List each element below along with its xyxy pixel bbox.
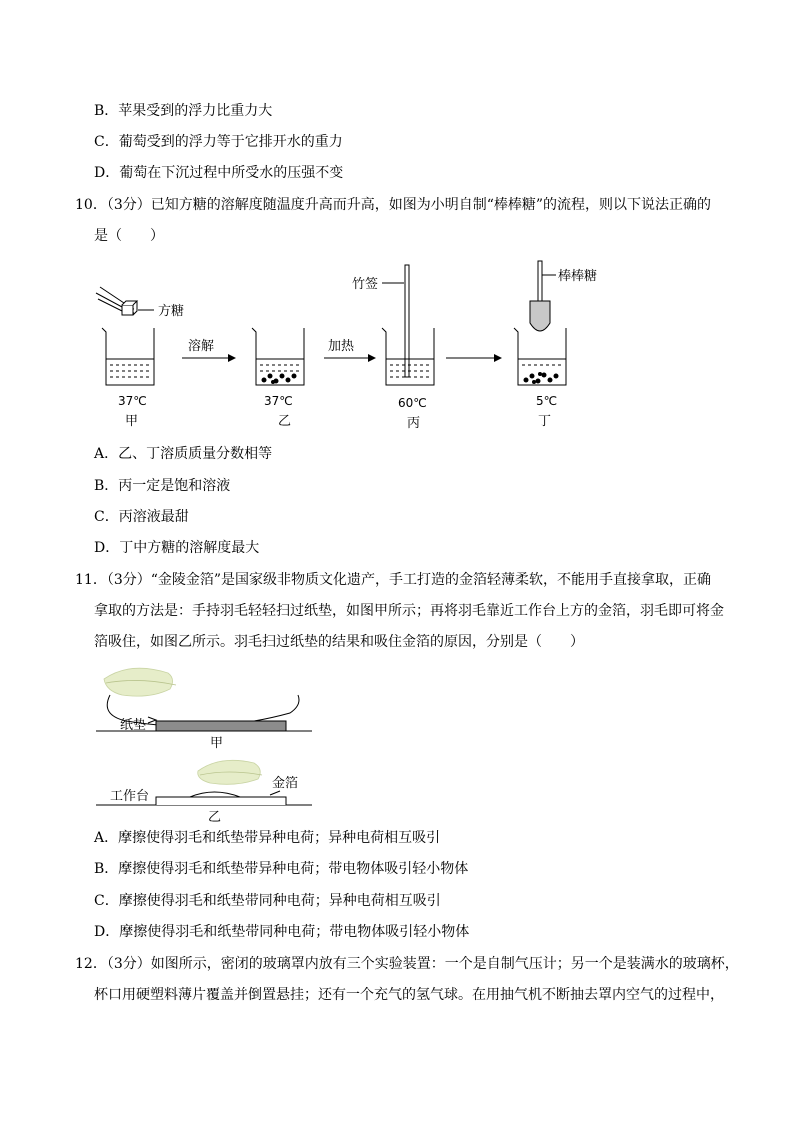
sugar-cube-icon	[122, 301, 137, 315]
q10-option-c: C．丙溶液最甜	[94, 509, 189, 525]
sugar-particles-yi	[262, 374, 297, 385]
label-workbench: 工作台	[110, 789, 150, 804]
temp-bing: 60℃	[398, 396, 427, 410]
label-bamboo: 竹签	[352, 277, 379, 292]
beaker-jia	[102, 328, 154, 385]
label-gold-foil: 金箔	[272, 776, 299, 791]
gold-foil	[190, 792, 240, 797]
q11-option-a: A．摩擦使得羽毛和纸垫带异种电荷；异种电荷相互吸引	[94, 830, 441, 846]
paper-pad	[156, 721, 286, 731]
label-dissolve: 溶解	[188, 339, 215, 354]
bamboo-stick	[405, 265, 409, 377]
temp-jia: 37℃	[118, 394, 147, 408]
q11-stem-line2: 拿取的方法是：手持羽毛轻轻扫过纸垫，如图甲所示；再将羽毛靠近工作台上方的金箔，羽毛即可将金	[94, 603, 724, 619]
q12-stem-line1: 12．（3分）如图所示，密闭的玻璃罩内放有三个实验装置：一个是自制气压计；另一个是装满水的玻璃杯，	[75, 956, 739, 972]
name-yi: 乙	[278, 414, 292, 429]
q10-stem-line2: 是（ ）	[94, 228, 164, 244]
lollipop-candy	[530, 301, 550, 331]
label-lollipop: 棒棒糖	[558, 269, 598, 284]
q11-option-d: D．摩擦使得羽毛和纸垫带同种电荷；带电物体吸引轻小物体	[94, 924, 470, 940]
label-yi: 乙	[208, 810, 222, 825]
sugar-particles-ding	[524, 372, 559, 384]
lollipop-stick	[538, 261, 542, 301]
q10-option-b: B．丙一定是饱和溶液	[94, 478, 231, 494]
q9-option-c: C．葡萄受到的浮力等于它排开水的重力	[94, 134, 343, 150]
label-jia: 甲	[210, 736, 224, 751]
q12-stem-line2: 杯口用硬塑料薄片覆盖并倒置悬挂；还有一个充气的氢气球。在用抽气机不断抽去罩内空气的过程中，	[94, 987, 724, 1003]
label-sugar-cube: 方糖	[158, 304, 185, 319]
temp-ding: 5℃	[536, 394, 558, 408]
q11-figure	[90, 655, 330, 827]
q11-option-c: C．摩擦使得羽毛和纸垫带同种电荷；异种电荷相互吸引	[94, 893, 441, 909]
name-ding: 丁	[538, 414, 552, 429]
q10-figure	[90, 255, 620, 435]
feather-icon	[104, 668, 176, 696]
q11-option-b: B．摩擦使得羽毛和纸垫带异种电荷；带电物体吸引轻小物体	[94, 861, 469, 877]
name-jia: 甲	[125, 414, 139, 429]
name-bing: 丙	[407, 416, 421, 431]
feather-icon-2	[198, 760, 262, 784]
workbench	[156, 797, 286, 805]
temp-yi: 37℃	[264, 394, 293, 408]
q11-stem-line3: 箔吸住，如图乙所示。羽毛扫过纸垫的结果和吸住金箔的原因，分别是（ ）	[94, 634, 584, 650]
q10-stem-line1: 10．（3分）已知方糖的溶解度随温度升高而升高，如图为小明自制“棒棒糖”的流程，则以下说法正确的	[75, 197, 712, 213]
q10-option-a: A．乙、丁溶质质量分数相等	[94, 446, 273, 462]
q11-stem-line1: 11．（3分）“金陵金箔”是国家级非物质文化遗产，手工打造的金箔轻薄柔软，不能用手直接拿取，正确	[75, 572, 712, 588]
q9-option-d: D．葡萄在下沉过程中所受水的压强不变	[94, 165, 344, 181]
q10-option-d: D．丁中方糖的溶解度最大	[94, 540, 260, 556]
label-heat: 加热	[328, 339, 355, 354]
label-paper-pad: 纸垫	[120, 718, 147, 733]
q9-option-b: B．苹果受到的浮力比重力大	[94, 103, 273, 119]
